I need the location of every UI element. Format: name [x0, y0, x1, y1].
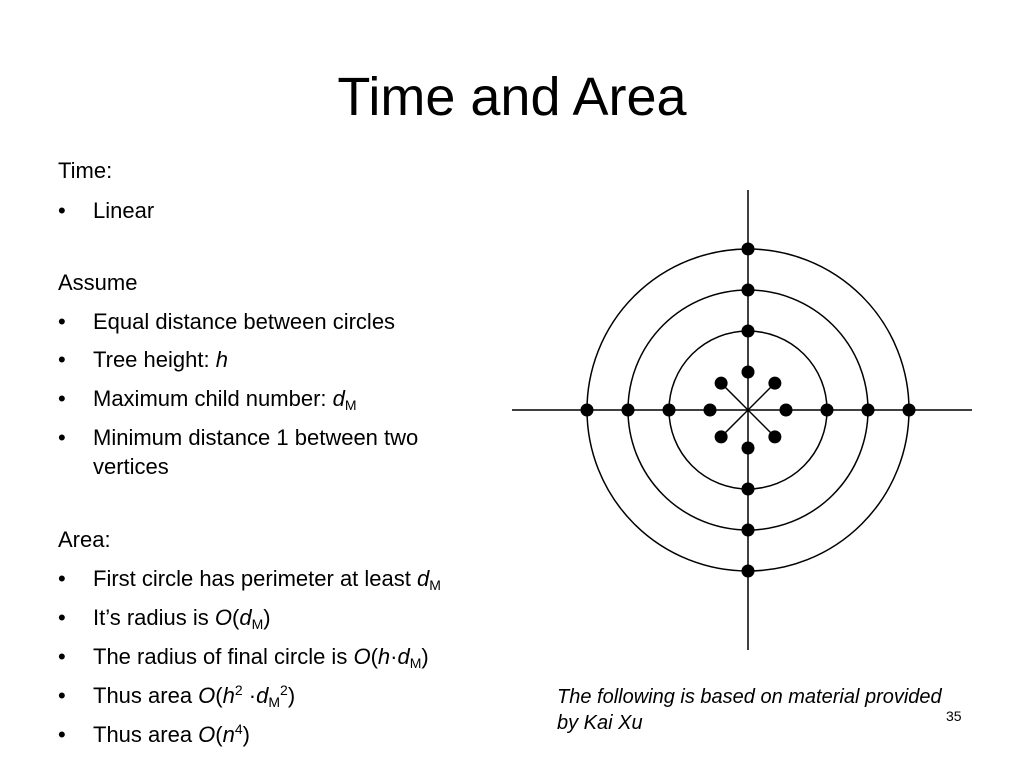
bullet-text: The radius of final circle is $O(h\cdot d_M)$ — [93, 644, 429, 671]
vertex — [780, 404, 793, 417]
vertex — [742, 483, 755, 496]
bullet-text: Linear — [93, 198, 155, 223]
credit-line-1: The following is based on material provided — [557, 686, 942, 708]
vertex — [903, 404, 916, 417]
bullet-dot: • — [58, 386, 66, 411]
bullet-text: Maximum child number: $d_M$ — [93, 386, 357, 413]
vertex — [862, 404, 875, 417]
time-heading: Time: — [58, 158, 113, 183]
vertex — [742, 243, 755, 256]
vertex — [581, 404, 594, 417]
vertex — [742, 284, 755, 297]
vertex — [821, 404, 834, 417]
bullet-text: First circle has perimeter at least $d_M$ — [93, 566, 441, 593]
vertex — [742, 524, 755, 537]
bullet-dot: • — [58, 347, 66, 372]
vertex — [622, 404, 635, 417]
bullet-dot: • — [58, 683, 66, 708]
bullet-text: Equal distance between circles — [93, 309, 396, 334]
bullet-text: Thus area $O(n^4)$ — [93, 721, 250, 747]
diagram-layer — [512, 190, 972, 650]
vertex — [663, 404, 676, 417]
bullet-dot: • — [58, 198, 66, 223]
vertex — [704, 404, 717, 417]
bullet-text: It’s radius is $O(d_M)$ — [93, 605, 271, 632]
vertex — [742, 442, 755, 455]
vertex — [742, 366, 755, 379]
bullet-dot: • — [58, 644, 66, 669]
vertex — [715, 377, 728, 390]
vertex — [742, 325, 755, 338]
bullet-dot: • — [58, 566, 66, 591]
credit-line-2: by Kai Xu — [557, 712, 643, 734]
bullet-dot: • — [58, 425, 66, 450]
slide-title: Time and Area — [337, 67, 687, 127]
bullet-dot: • — [58, 605, 66, 630]
area-heading: Area: — [58, 527, 111, 552]
bullet-dot: • — [58, 722, 66, 747]
page-number: 35 — [946, 708, 962, 724]
vertex — [768, 430, 781, 443]
credit-note — [557, 684, 997, 736]
bullet-text: Thus area $O(h^2 \cdot d_M^2)$ — [93, 682, 296, 710]
bullet-text: Minimum distance 1 between two vertices — [93, 425, 419, 479]
bullet-dot: • — [58, 309, 66, 334]
vertex — [768, 377, 781, 390]
assume-heading: Assume — [58, 270, 138, 295]
vertex — [715, 430, 728, 443]
vertex — [742, 565, 755, 578]
bullet-text: Tree height: h — [93, 347, 228, 372]
